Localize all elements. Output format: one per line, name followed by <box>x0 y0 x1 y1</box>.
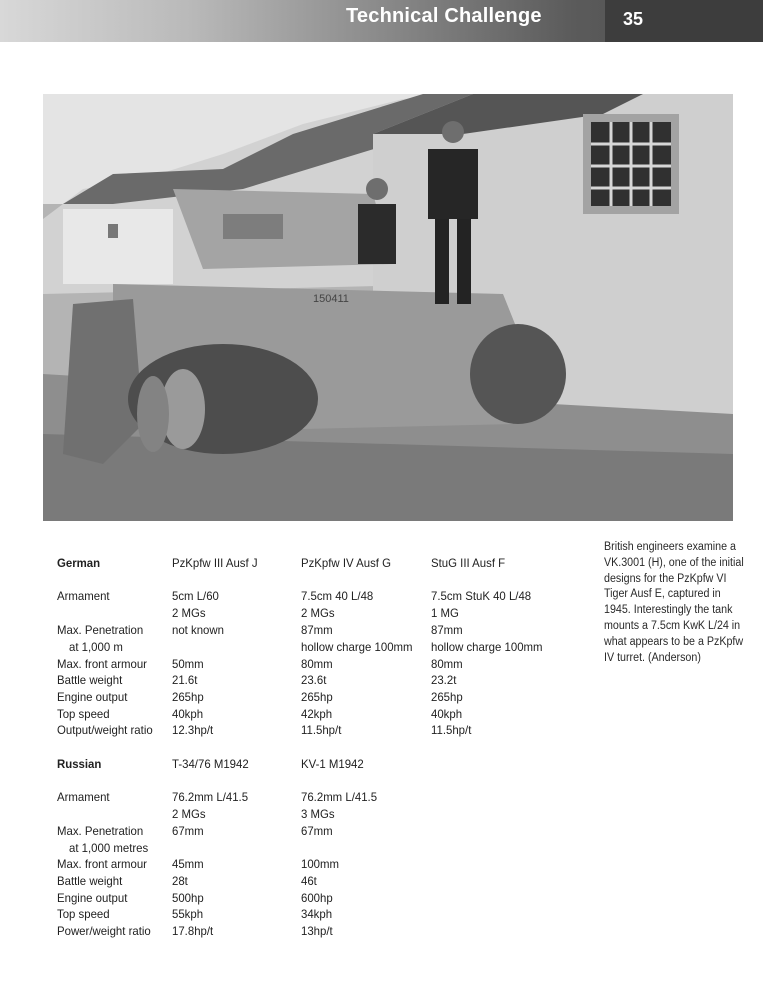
spec-value: 100mm <box>301 857 340 871</box>
chapter-title: Technical Challenge <box>346 5 542 27</box>
spec-value: 45mm <box>172 857 204 871</box>
svg-text:150411: 150411 <box>313 293 349 305</box>
row-label: at 1,000 m <box>69 640 123 654</box>
spec-value: 2 MGs <box>172 807 206 821</box>
spec-value: 23.6t <box>301 673 327 687</box>
spec-value: 40kph <box>431 707 463 721</box>
spec-value: 80mm <box>431 657 463 671</box>
spec-value: 76.2mm L/41.5 <box>172 790 249 804</box>
page-number: 35 <box>623 9 644 29</box>
spec-value: 67mm <box>301 824 333 838</box>
spec-value: 3 MGs <box>301 807 335 821</box>
spec-value: 11.5hp/t <box>301 723 342 737</box>
spec-value: 34kph <box>301 907 333 921</box>
row-label: Output/weight ratio <box>57 723 153 737</box>
row-label: Max. Penetration <box>57 824 144 838</box>
tank-photo <box>43 94 733 521</box>
chapter-header <box>0 0 763 42</box>
spec-value: 2 MGs <box>172 606 206 620</box>
row-label: Max. front armour <box>57 657 147 671</box>
spec-value: 265hp <box>431 690 463 704</box>
spec-value: 5cm L/60 <box>172 589 219 603</box>
vehicle-name: PzKpfw III Ausf J <box>172 556 258 570</box>
photo-caption: British engineers examine a VK.3001 (H), one of the initial designs for the PzKpfw VI Tiger Ausf E, captured in 1945. Interestingly the tank mounts a 7.5cm KwK L/24 in what appears to be a PzKpfw IV turret. (Anderson) <box>604 541 744 664</box>
spec-value: 7.5cm 40 L/48 <box>301 589 374 603</box>
row-label: Top speed <box>57 707 110 721</box>
row-label: Max. Penetration <box>57 623 144 637</box>
vehicle-name: StuG III Ausf F <box>431 556 506 570</box>
spec-value: 265hp <box>301 690 333 704</box>
german-heading: German <box>57 556 101 570</box>
spec-value: 12.3hp/t <box>172 723 214 737</box>
spec-value: 600hp <box>301 891 333 905</box>
row-label: at 1,000 metres <box>69 841 149 855</box>
row-label: Armament <box>57 790 110 804</box>
spec-value: 11.5hp/t <box>431 723 472 737</box>
row-label: Max. front armour <box>57 857 147 871</box>
spec-value: 28t <box>172 874 188 888</box>
spec-value: 265hp <box>172 690 204 704</box>
spec-value: hollow charge 100mm <box>431 640 543 654</box>
spec-value: not known <box>172 623 224 637</box>
spec-value: 500hp <box>172 891 204 905</box>
vehicle-name: T-34/76 M1942 <box>172 757 249 771</box>
row-label: Engine output <box>57 891 128 905</box>
spec-value: 87mm <box>301 623 333 637</box>
spec-value: 21.6t <box>172 673 198 687</box>
row-label: Top speed <box>57 907 110 921</box>
row-label: Battle weight <box>57 673 123 687</box>
spec-value: 1 MG <box>431 606 459 620</box>
russian-heading: Russian <box>57 757 102 771</box>
spec-value: 87mm <box>431 623 463 637</box>
vehicle-name: PzKpfw IV Ausf G <box>301 556 391 570</box>
row-label: Battle weight <box>57 874 123 888</box>
spec-value: 67mm <box>172 824 204 838</box>
spec-value: 23.2t <box>431 673 457 687</box>
spec-value: 55kph <box>172 907 204 921</box>
spec-value: 13hp/t <box>301 924 333 938</box>
spec-value: 50mm <box>172 657 204 671</box>
row-label: Armament <box>57 589 110 603</box>
spec-value: hollow charge 100mm <box>301 640 413 654</box>
vehicle-name: KV-1 M1942 <box>301 757 364 771</box>
spec-value: 46t <box>301 874 317 888</box>
spec-value: 76.2mm L/41.5 <box>301 790 378 804</box>
row-label: Power/weight ratio <box>57 924 151 938</box>
spec-value: 2 MGs <box>301 606 335 620</box>
spec-value: 80mm <box>301 657 333 671</box>
row-label: Engine output <box>57 690 128 704</box>
page-number-box <box>605 0 763 42</box>
spec-value: 40kph <box>172 707 204 721</box>
spec-value: 42kph <box>301 707 333 721</box>
spec-value: 7.5cm StuK 40 L/48 <box>431 589 532 603</box>
spec-value: 17.8hp/t <box>172 924 214 938</box>
